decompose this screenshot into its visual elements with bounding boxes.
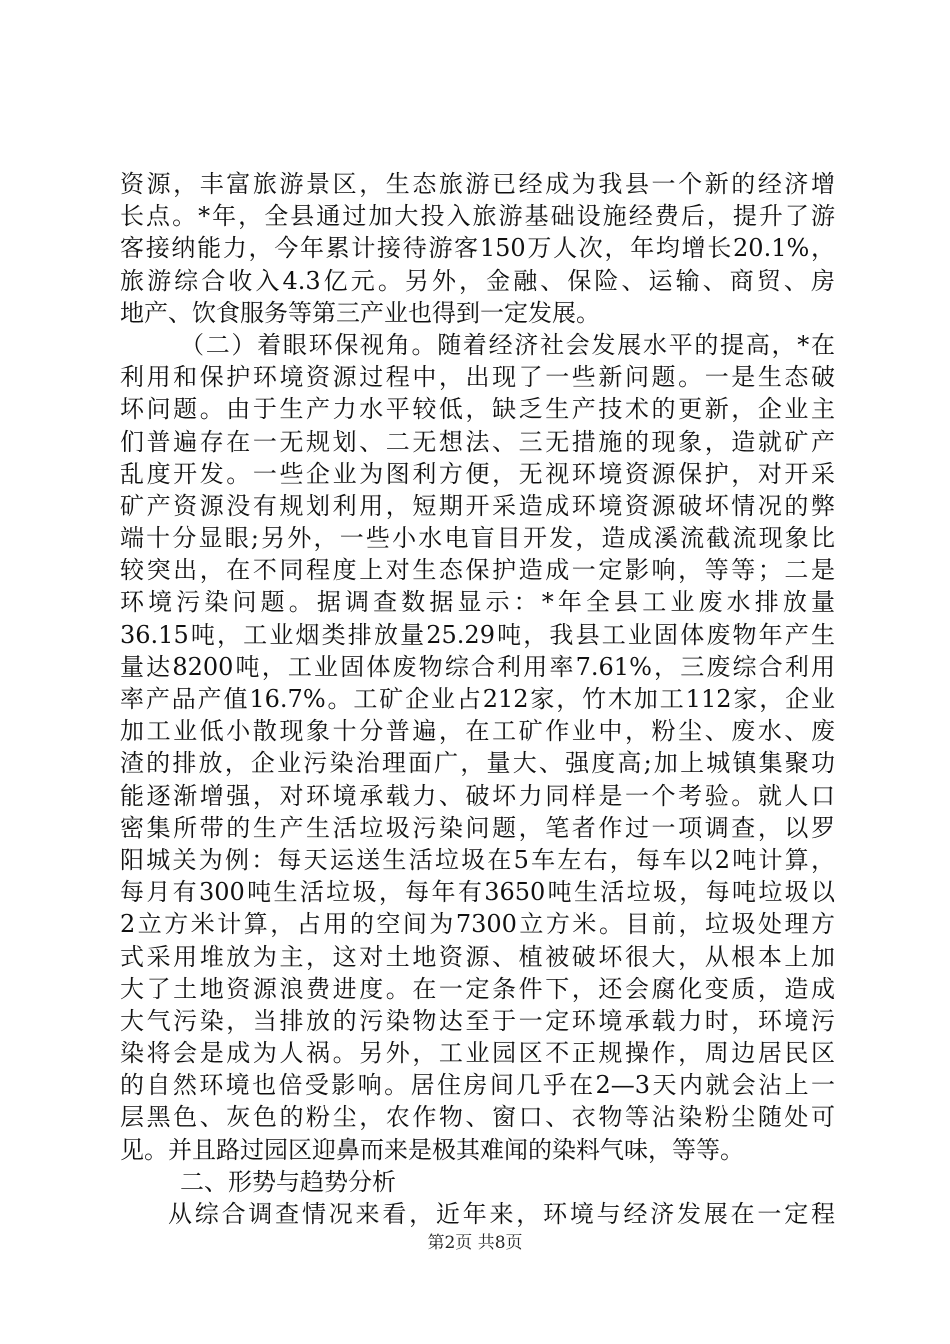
- text-line: 客接纳能力，今年累计接待游客150万人次，年均增长20.1%，: [120, 234, 835, 263]
- text-line: 旅游综合收入4.3亿元。另外，金融、保险、运输、商贸、房: [120, 266, 835, 295]
- text-line: 的自然环境也倍受影响。居住房间几乎在2—3天内就会沾上一: [120, 1071, 835, 1100]
- text-line: 式采用堆放为主，这对土地资源、植被破坏很大，从根本上加: [120, 942, 835, 971]
- text-line: 密集所带的生产生活垃圾污染问题，笔者作过一项调查，以罗: [120, 813, 835, 842]
- text-line: 二、形势与趋势分析: [180, 1167, 396, 1196]
- text-line: 见。并且路过园区迎鼻而来是极其难闻的染料气味，等等。: [120, 1135, 744, 1164]
- text-line: 染将会是成为人祸。另外，工业园区不正规操作，周边居民区: [120, 1039, 835, 1068]
- text-line: 利用和保护环境资源过程中，出现了一些新问题。一是生态破: [120, 363, 835, 392]
- text-line: 们普遍存在一无规划、二无想法、三无措施的现象，造就矿产: [120, 427, 835, 456]
- text-line: 36.15吨，工业烟类排放量25.29吨，我县工业固体废物年产生: [120, 620, 835, 649]
- text-line: 层黑色、灰色的粉尘，农作物、窗口、衣物等沾染粉尘随处可: [120, 1103, 835, 1132]
- text-line: 长点。*年，全县通过加大投入旅游基础设施经费后，提升了游: [120, 202, 835, 231]
- text-line: 矿产资源没有规划利用，短期开采造成环境资源破坏情况的弊: [120, 491, 835, 520]
- text-line: 阳城关为例：每天运送生活垃圾在5车左右，每车以2吨计算，: [120, 845, 835, 874]
- text-line: 2立方米计算，占用的空间为7300立方米。目前，垃圾处理方: [120, 910, 835, 939]
- text-line: 坏问题。由于生产力水平较低，缺乏生产技术的更新，企业主: [120, 395, 835, 424]
- text-line: 大了土地资源浪费进度。在一定条件下，还会腐化变质，造成: [120, 974, 835, 1003]
- document-body: [120, 168, 835, 1230]
- text-line: 乱度开发。一些企业为图利方便，无视环境资源保护，对开采: [120, 459, 835, 488]
- text-line: 每月有300吨生活垃圾，每年有3650吨生活垃圾，每吨垃圾以: [120, 878, 835, 907]
- text-line: 大气污染，当排放的污染物达至于一定环境承载力时，环境污: [120, 1006, 835, 1035]
- text-line: 地产、饮食服务等第三产业也得到一定发展。: [120, 298, 600, 327]
- text-line: 渣的排放，企业污染治理面广，量大、强度高;加上城镇集聚功: [120, 749, 835, 778]
- text-line: 率产品产值16.7%。工矿企业占212家，竹木加工112家，企业: [120, 685, 835, 713]
- text-line: 端十分显眼;另外，一些小水电盲目开发，造成溪流截流现象比: [120, 524, 835, 553]
- text-line: 资源，丰富旅游景区，生态旅游已经成为我县一个新的经济增: [120, 170, 835, 198]
- page-footer: 第2页 共8页: [427, 1233, 523, 1253]
- text-line: 量达8200吨，工业固体废物综合利用率7.61%，三废综合利用: [120, 652, 835, 681]
- text-line: 较突出，在不同程度上对生态保护造成一定影响，等等；二是: [120, 556, 835, 585]
- text-line: （二）着眼环保视角。随着经济社会发展水平的提高，*在: [180, 330, 835, 359]
- text-line: 环境污染问题。据调查数据显示：*年全县工业废水排放量: [120, 588, 835, 617]
- text-line: 能逐渐增强，对环境承载力、破坏力同样是一个考验。就人口: [120, 781, 835, 810]
- text-line: 从综合调查情况来看，近年来，环境与经济发展在一定程: [168, 1200, 835, 1228]
- text-line: 加工业低小散现象十分普遍，在工矿作业中，粉尘、废水、废: [120, 717, 835, 746]
